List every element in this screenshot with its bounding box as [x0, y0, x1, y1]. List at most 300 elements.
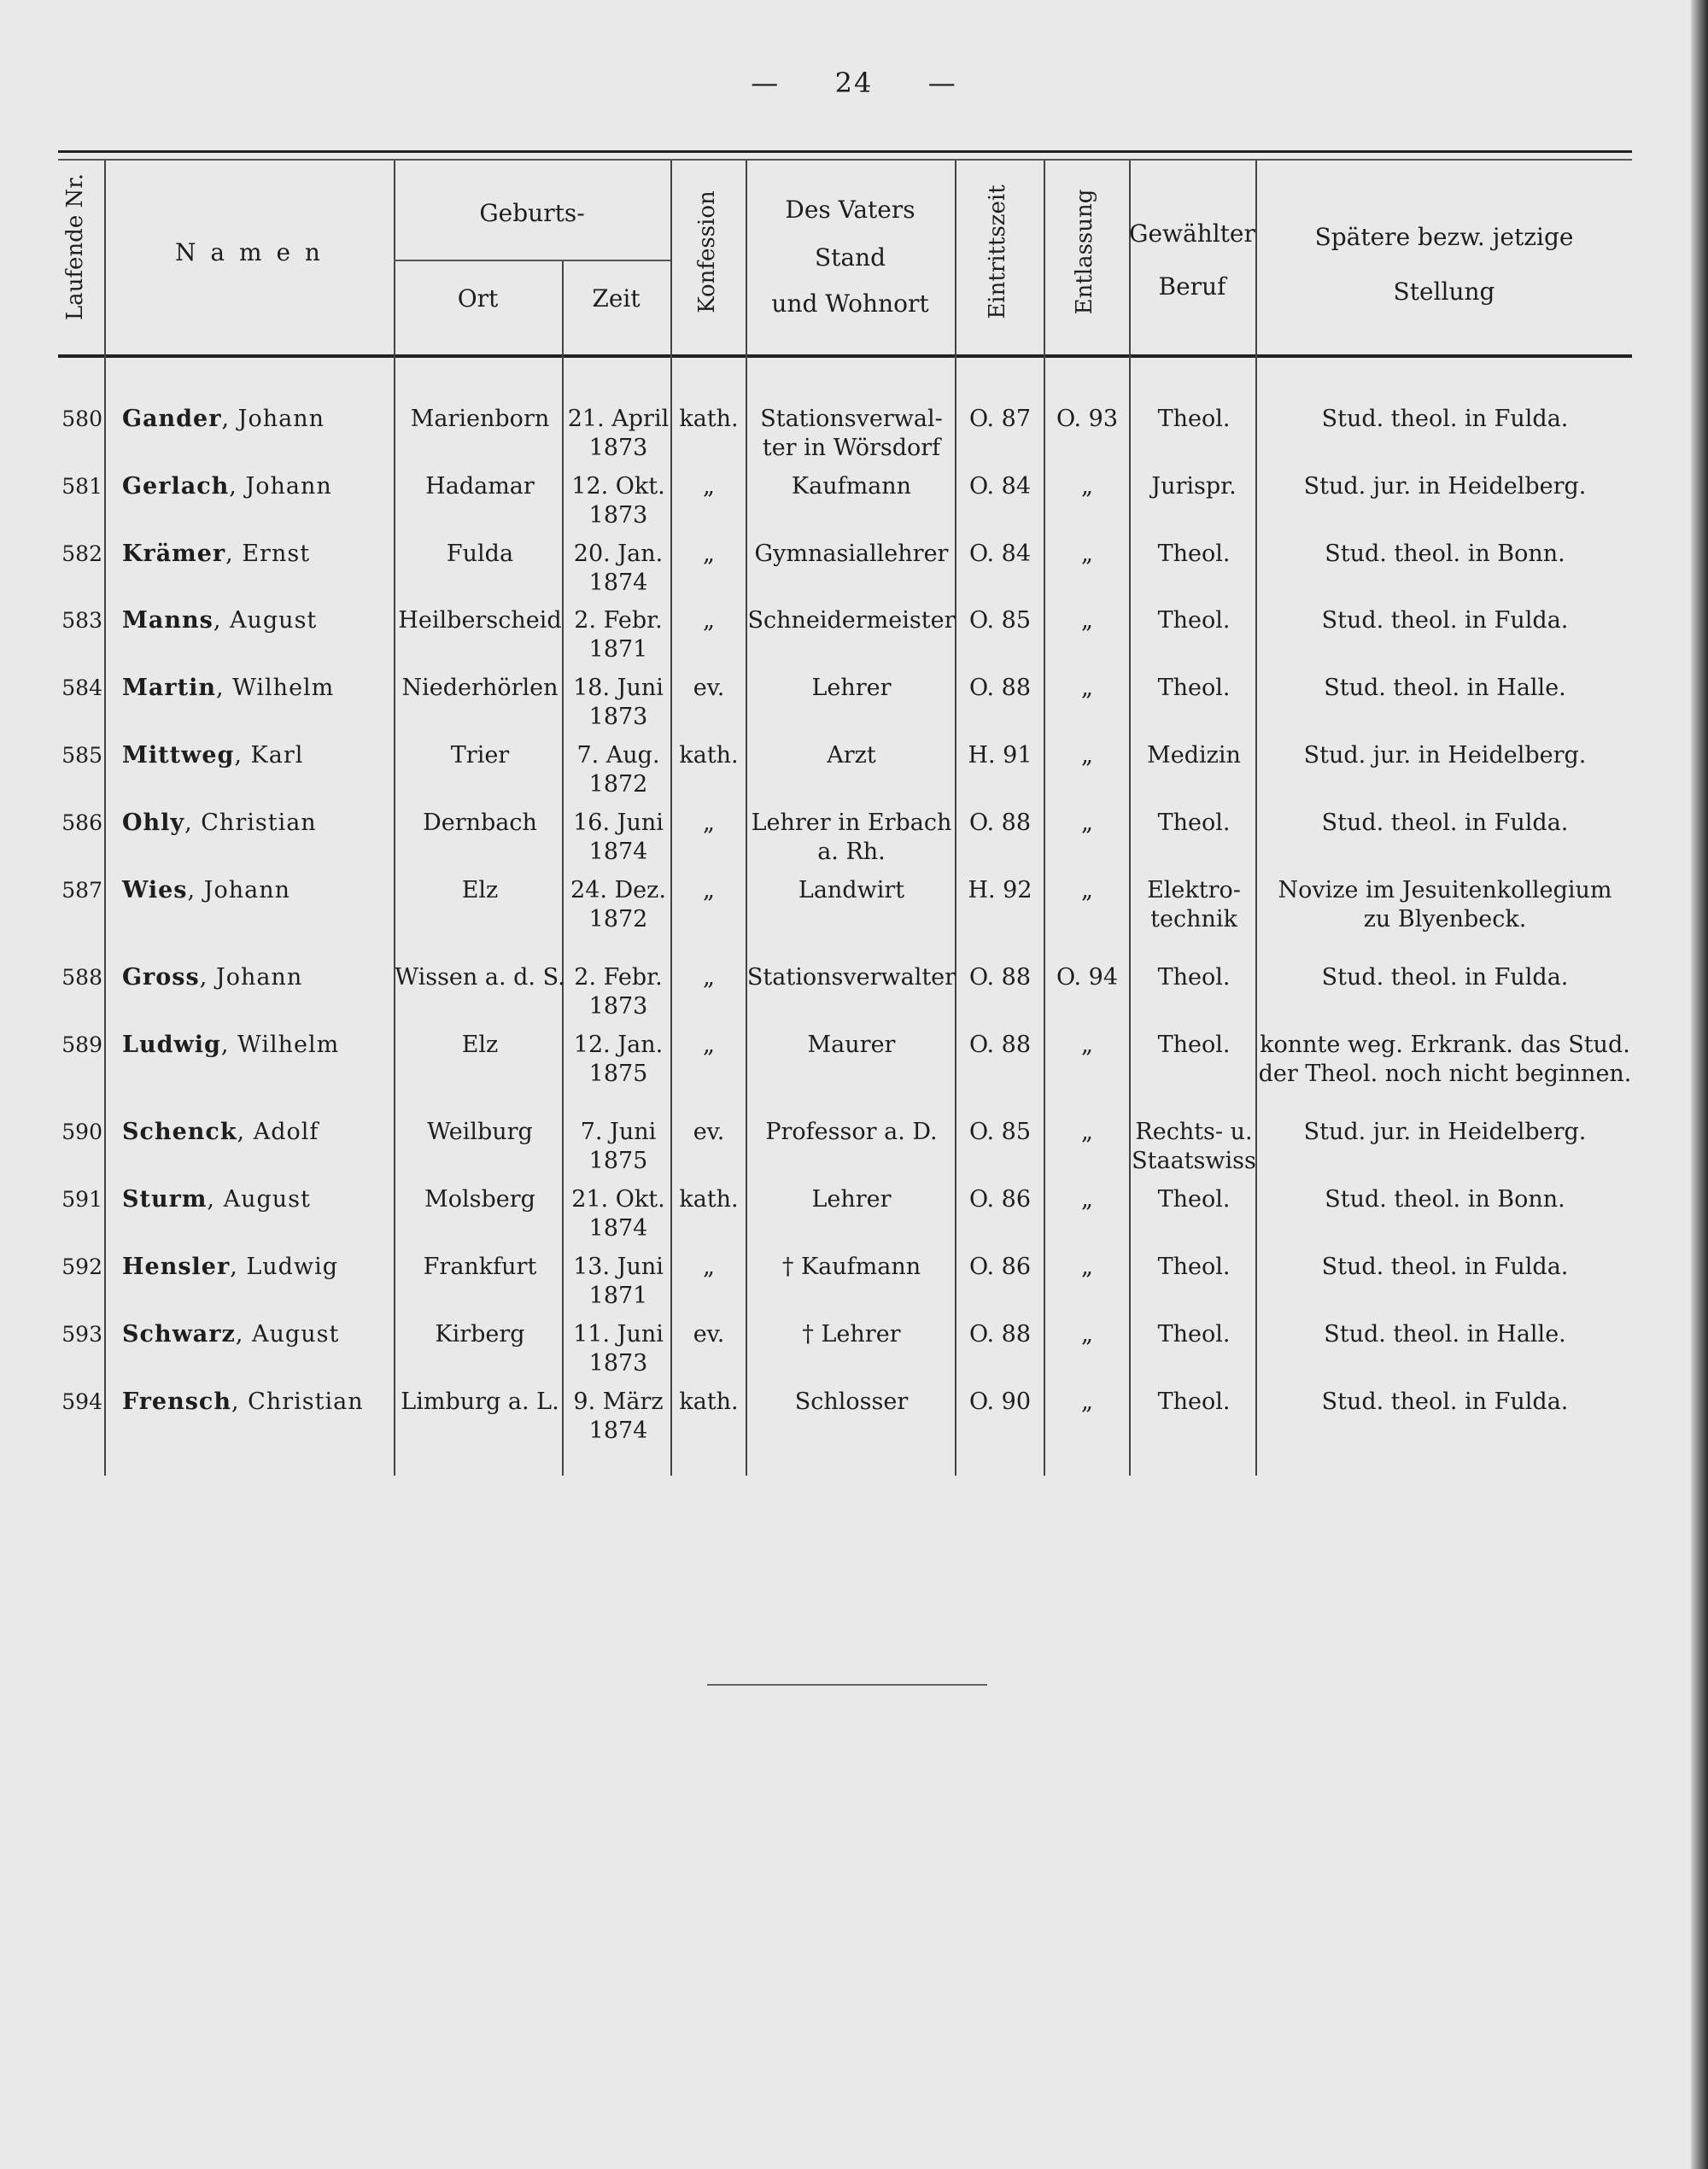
- cell-name: [122, 963, 395, 992]
- surname: Gerlach: [122, 473, 230, 500]
- cell-name: [122, 1185, 395, 1214]
- cell-ort: Weilburg: [427, 1119, 533, 1145]
- zeit-line2: 1873: [588, 502, 648, 529]
- table-row: [0, 1253, 1708, 1319]
- cell-zeit: [565, 1253, 671, 1311]
- cell-zeit: [565, 1118, 671, 1176]
- cell-zeit: [565, 540, 671, 598]
- cell-name: [122, 1118, 395, 1147]
- table-row: [0, 540, 1708, 606]
- header-beruf-line2: Beruf: [1158, 272, 1226, 301]
- cell-zeit: [565, 674, 671, 732]
- header-bottom-rule: [58, 354, 1632, 358]
- cell-ort: Niederhörlen: [401, 675, 559, 701]
- cell-name: [122, 1253, 395, 1282]
- cell-eintritt: O. 88: [968, 810, 1032, 836]
- stellung-line2: zu Blyenbeck.: [1363, 906, 1527, 932]
- cell-stellung: [1257, 1253, 1633, 1282]
- firstname: , August: [235, 1321, 340, 1348]
- cell-nr: 592: [61, 1254, 102, 1279]
- zeit-line1: 9. März: [573, 1389, 664, 1415]
- cell-name: [122, 405, 395, 434]
- beruf-line1: Theol.: [1157, 1254, 1231, 1280]
- cell-ort: Frankfurt: [423, 1254, 537, 1280]
- zeit-line1: 7. Juni: [580, 1119, 657, 1145]
- cell-vater: [746, 1388, 956, 1417]
- vater-line1: Arzt: [827, 742, 876, 769]
- surname: Hensler: [122, 1254, 231, 1280]
- cell-nr: 580: [61, 406, 102, 431]
- cell-ort: Marienborn: [410, 406, 550, 432]
- cell-vater: [746, 1320, 956, 1349]
- cell-stellung: [1257, 540, 1633, 569]
- beruf-line2: technik: [1150, 906, 1237, 932]
- beruf-line1: Theol.: [1157, 675, 1231, 701]
- cell-beruf: [1131, 674, 1257, 703]
- beruf-line1: Theol.: [1157, 607, 1231, 634]
- cell-eintritt: O. 85: [968, 1119, 1032, 1145]
- beruf-line1: Theol.: [1157, 810, 1231, 836]
- zeit-line1: 21. Okt.: [571, 1186, 665, 1213]
- cell-nr: 591: [61, 1187, 102, 1212]
- cell-konf: „: [703, 473, 715, 500]
- beruf-line2: Staatswiss: [1132, 1148, 1256, 1174]
- surname: Martin: [122, 675, 216, 701]
- vater-line1: Lehrer: [811, 1186, 892, 1213]
- end-rule: [707, 1684, 987, 1686]
- stellung-line1: Stud. theol. in Fulda.: [1321, 607, 1569, 634]
- cell-konf: „: [703, 541, 715, 567]
- cell-konf: ev.: [693, 1119, 725, 1145]
- cell-entl: „: [1081, 1119, 1093, 1145]
- stellung-line1: Stud. theol. in Fulda.: [1321, 406, 1569, 432]
- vater-line1: Kaufmann: [791, 473, 912, 500]
- cell-beruf: [1131, 809, 1257, 838]
- cell-nr: 589: [61, 1032, 102, 1057]
- table-row: [0, 1118, 1708, 1184]
- cell-nr: 581: [61, 474, 102, 499]
- cell-name: [122, 1388, 395, 1417]
- header-vater-line2: Stand: [814, 243, 886, 272]
- surname: Sturm: [122, 1186, 208, 1213]
- zeit-line1: 2. Febr.: [574, 964, 663, 991]
- cell-vater: [746, 472, 956, 501]
- surname: Ludwig: [122, 1032, 221, 1058]
- cell-entl: „: [1081, 473, 1093, 500]
- cell-entl: „: [1081, 1186, 1093, 1213]
- cell-name: [122, 876, 395, 905]
- cell-stellung: [1257, 809, 1633, 838]
- header-vater-line1: Des Vaters: [785, 196, 915, 224]
- cell-ort: Hadamar: [425, 473, 535, 500]
- cell-beruf: [1131, 405, 1257, 434]
- beruf-line1: Theol.: [1157, 1321, 1231, 1348]
- cell-nr: 584: [61, 675, 102, 700]
- beruf-line1: Jurispr.: [1151, 473, 1237, 500]
- table-row: [0, 876, 1708, 943]
- beruf-line1: Rechts- u.: [1135, 1119, 1253, 1145]
- zeit-line2: 1873: [588, 993, 648, 1020]
- zeit-line2: 1874: [588, 1418, 648, 1444]
- vater-line1: † Lehrer: [802, 1321, 901, 1348]
- surname: Schenck: [122, 1119, 237, 1145]
- firstname: , Christian: [184, 810, 317, 836]
- firstname: , Christian: [231, 1389, 364, 1415]
- zeit-line1: 7. Aug.: [576, 742, 660, 769]
- cell-entl: O. 93: [1056, 406, 1119, 432]
- zeit-line2: 1873: [588, 1350, 648, 1377]
- cell-name: [122, 674, 395, 703]
- beruf-line1: Medizin: [1147, 742, 1241, 769]
- page-number-dash-right: —: [927, 67, 957, 99]
- cell-stellung: [1257, 405, 1633, 434]
- table-row: [0, 606, 1708, 673]
- firstname: , August: [207, 1186, 311, 1213]
- zeit-line1: 20. Jan.: [573, 541, 664, 567]
- cell-konf: „: [703, 810, 715, 836]
- beruf-line1: Theol.: [1157, 1186, 1231, 1213]
- cell-zeit: [565, 741, 671, 799]
- cell-konf: kath.: [679, 1389, 739, 1415]
- stellung-line1: Stud. theol. in Halle.: [1324, 1321, 1566, 1348]
- zeit-line1: 13. Juni: [573, 1254, 664, 1280]
- cell-beruf: [1131, 1185, 1257, 1214]
- header-beruf-line1: Gewählter: [1129, 219, 1255, 248]
- zeit-line1: 11. Juni: [573, 1321, 664, 1348]
- beruf-line1: Elektro-: [1147, 877, 1241, 903]
- stellung-line1: Stud. theol. in Fulda.: [1321, 1389, 1569, 1415]
- cell-vater: [746, 876, 956, 905]
- cell-eintritt: O. 86: [968, 1254, 1032, 1280]
- cell-ort: Fulda: [446, 541, 514, 567]
- cell-nr: 588: [61, 965, 102, 990]
- surname: Krämer: [122, 541, 226, 567]
- cell-vater: [746, 963, 956, 992]
- firstname: , Karl: [234, 742, 304, 769]
- zeit-line2: 1872: [588, 906, 648, 932]
- cell-beruf: [1131, 606, 1257, 635]
- cell-beruf: [1131, 1031, 1257, 1060]
- cell-eintritt: H. 92: [968, 877, 1032, 903]
- page-number-dash-left: —: [751, 67, 781, 99]
- stellung-line1: Stud. theol. in Fulda.: [1321, 1254, 1569, 1280]
- cell-konf: ev.: [693, 675, 725, 701]
- surname: Wies: [122, 877, 188, 903]
- table-row: [0, 472, 1708, 539]
- cell-nr: 590: [61, 1120, 102, 1144]
- zeit-line2: 1875: [588, 1148, 648, 1174]
- surname: Frensch: [122, 1389, 231, 1415]
- cell-konf: kath.: [679, 406, 739, 432]
- zeit-line2: 1874: [588, 839, 648, 865]
- cell-stellung: [1257, 876, 1633, 934]
- cell-konf: „: [703, 964, 715, 991]
- vater-line1: Stationsverwal-: [760, 406, 943, 432]
- firstname: , Ernst: [225, 541, 311, 567]
- firstname: , Adolf: [237, 1119, 319, 1145]
- cell-beruf: [1131, 876, 1257, 934]
- vater-line1: Maurer: [807, 1032, 896, 1058]
- stellung-line1: Stud. theol. in Bonn.: [1325, 1186, 1565, 1213]
- table-top-rule-thin: [58, 159, 1632, 161]
- cell-name: [122, 472, 395, 501]
- cell-konf: kath.: [679, 742, 739, 769]
- cell-stellung: [1257, 1031, 1633, 1089]
- cell-eintritt: H. 91: [968, 742, 1032, 769]
- header-laufende-nr: Laufende Nr.: [62, 172, 88, 321]
- cell-entl: „: [1081, 607, 1093, 634]
- cell-vater: [746, 809, 956, 867]
- cell-stellung: [1257, 472, 1633, 501]
- table-row: [0, 674, 1708, 740]
- firstname: , Johann: [199, 964, 303, 991]
- cell-entl: „: [1081, 1321, 1093, 1348]
- zeit-line1: 24. Dez.: [570, 877, 666, 903]
- header-namen: N a m e n: [175, 238, 324, 266]
- cell-vater: [746, 741, 956, 770]
- cell-eintritt: O. 85: [968, 607, 1032, 634]
- vater-line1: Gymnasiallehrer: [754, 541, 949, 567]
- vater-line1: Schlosser: [794, 1389, 909, 1415]
- header-ort: Ort: [457, 284, 499, 313]
- table-row: [0, 1185, 1708, 1252]
- cell-entl: „: [1081, 1032, 1093, 1058]
- cell-konf: ev.: [693, 1321, 725, 1348]
- vater-line1: Lehrer in Erbach: [751, 810, 952, 836]
- stellung-line1: Stud. theol. in Fulda.: [1321, 810, 1569, 836]
- cell-ort: Dernbach: [423, 810, 537, 836]
- cell-beruf: [1131, 1388, 1257, 1417]
- cell-ort: Elz: [461, 877, 499, 903]
- cell-konf: kath.: [679, 1186, 739, 1213]
- cell-vater: [746, 405, 956, 463]
- vater-line1: † Kaufmann: [781, 1254, 921, 1280]
- vater-line1: Stationsverwalter: [746, 964, 956, 991]
- cell-beruf: [1131, 1320, 1257, 1349]
- cell-entl: „: [1081, 541, 1093, 567]
- firstname: , Johann: [221, 406, 325, 432]
- firstname: , Johann: [229, 473, 332, 500]
- stellung-line1: Stud. jur. in Heidelberg.: [1303, 742, 1587, 769]
- header-konfession: Konfession: [694, 190, 720, 313]
- cell-ort: Kirberg: [435, 1321, 525, 1348]
- cell-name: [122, 606, 395, 635]
- cell-nr: 594: [61, 1389, 102, 1414]
- cell-name: [122, 809, 395, 838]
- cell-stellung: [1257, 1388, 1633, 1417]
- cell-stellung: [1257, 674, 1633, 703]
- cell-eintritt: O. 88: [968, 964, 1032, 991]
- page-number-value: 24: [834, 67, 874, 99]
- cell-nr: 583: [61, 608, 102, 633]
- cell-zeit: [565, 1388, 671, 1446]
- zeit-line2: 1871: [588, 636, 648, 663]
- zeit-line1: 12. Jan.: [573, 1032, 664, 1058]
- cell-eintritt: O. 84: [968, 541, 1032, 567]
- vater-line1: Lehrer: [811, 675, 892, 701]
- stellung-line1: Stud. jur. in Heidelberg.: [1303, 1119, 1587, 1145]
- beruf-line1: Theol.: [1157, 1032, 1231, 1058]
- zeit-line1: 2. Febr.: [574, 607, 663, 634]
- surname: Manns: [122, 607, 214, 634]
- cell-stellung: [1257, 963, 1633, 992]
- header-entlassung: Entlassung: [1072, 189, 1097, 315]
- table-top-rule: [58, 150, 1632, 153]
- firstname: , August: [213, 607, 318, 634]
- table-row: [0, 741, 1708, 808]
- cell-beruf: [1131, 1118, 1257, 1176]
- cell-entl: „: [1081, 1254, 1093, 1280]
- geburts-subheader-rule: [394, 260, 670, 261]
- surname: Schwarz: [122, 1321, 236, 1348]
- cell-ort: Limburg a. L.: [401, 1389, 559, 1415]
- cell-vater: [746, 1031, 956, 1060]
- zeit-line2: 1874: [588, 1215, 648, 1242]
- firstname: , Johann: [187, 877, 290, 903]
- header-zeit: Zeit: [592, 284, 640, 313]
- zeit-line2: 1873: [588, 704, 648, 730]
- cell-beruf: [1131, 472, 1257, 501]
- zeit-line1: 18. Juni: [573, 675, 664, 701]
- zeit-line2: 1875: [588, 1061, 648, 1087]
- header-geburts: Geburts-: [479, 199, 585, 227]
- cell-entl: „: [1081, 675, 1093, 701]
- header-eintrittszeit: Eintrittszeit: [985, 184, 1010, 319]
- stellung-line1: Stud. theol. in Fulda.: [1321, 964, 1569, 991]
- surname: Mittweg: [122, 742, 235, 769]
- cell-beruf: [1131, 1253, 1257, 1282]
- cell-zeit: [565, 876, 671, 934]
- cell-nr: 586: [61, 810, 102, 835]
- cell-nr: 582: [61, 541, 102, 566]
- zeit-line2: 1874: [588, 570, 648, 596]
- cell-zeit: [565, 472, 671, 530]
- stellung-line1: konnte weg. Erkrank. das Stud.: [1260, 1032, 1630, 1058]
- vater-line2: ter in Wörsdorf: [762, 435, 941, 461]
- header-stellung-line1: Spätere bezw. jetzige: [1314, 223, 1574, 251]
- cell-konf: „: [703, 607, 715, 634]
- beruf-line1: Theol.: [1157, 1389, 1231, 1415]
- cell-vater: [746, 1253, 956, 1282]
- cell-nr: 593: [61, 1322, 102, 1347]
- stellung-line1: Novize im Jesuitenkollegium: [1278, 877, 1612, 903]
- cell-vater: [746, 606, 956, 635]
- zeit-line1: 21. April: [567, 406, 670, 432]
- cell-konf: „: [703, 1254, 715, 1280]
- cell-vater: [746, 674, 956, 703]
- cell-name: [122, 741, 395, 770]
- cell-zeit: [565, 1031, 671, 1089]
- stellung-line2: der Theol. noch nicht beginnen.: [1258, 1061, 1632, 1087]
- table-row: [0, 1388, 1708, 1454]
- stellung-line1: Stud. theol. in Halle.: [1324, 675, 1566, 701]
- cell-name: [122, 540, 395, 569]
- cell-ort: Heilberscheid: [398, 607, 562, 634]
- cell-name: [122, 1031, 395, 1060]
- cell-stellung: [1257, 606, 1633, 635]
- firstname: , Wilhelm: [220, 1032, 340, 1058]
- header-vater-line3: und Wohnort: [771, 289, 929, 318]
- cell-ort: Trier: [450, 742, 510, 769]
- stellung-line1: Stud. jur. in Heidelberg.: [1303, 473, 1587, 500]
- vater-line1: Schneidermeister: [747, 607, 956, 634]
- beruf-line1: Theol.: [1157, 541, 1231, 567]
- cell-vater: [746, 1185, 956, 1214]
- cell-entl: „: [1081, 810, 1093, 836]
- surname: Gross: [122, 964, 200, 991]
- cell-beruf: [1131, 963, 1257, 992]
- cell-konf: „: [703, 1032, 715, 1058]
- vater-line1: Professor a. D.: [765, 1119, 938, 1145]
- cell-entl: „: [1081, 742, 1093, 769]
- cell-vater: [746, 1118, 956, 1147]
- cell-zeit: [565, 1185, 671, 1243]
- firstname: , Wilhelm: [215, 675, 335, 701]
- surname: Ohly: [122, 810, 185, 836]
- table-row: [0, 809, 1708, 875]
- vater-line2: a. Rh.: [817, 839, 886, 865]
- surname: Gander: [122, 406, 222, 432]
- cell-eintritt: O. 88: [968, 1321, 1032, 1348]
- cell-zeit: [565, 809, 671, 867]
- zeit-line2: 1871: [588, 1283, 648, 1309]
- table-row: [0, 1320, 1708, 1387]
- cell-zeit: [565, 963, 671, 1021]
- cell-eintritt: O. 88: [968, 675, 1032, 701]
- cell-nr: 585: [61, 743, 102, 768]
- cell-entl: „: [1081, 1389, 1093, 1415]
- cell-ort: Elz: [461, 1032, 499, 1058]
- cell-zeit: [565, 1320, 671, 1378]
- stellung-line1: Stud. theol. in Bonn.: [1325, 541, 1565, 567]
- vater-line1: Landwirt: [798, 877, 905, 903]
- cell-beruf: [1131, 540, 1257, 569]
- cell-konf: „: [703, 877, 715, 903]
- cell-vater: [746, 540, 956, 569]
- cell-zeit: [565, 606, 671, 664]
- cell-stellung: [1257, 1185, 1633, 1214]
- cell-entl: O. 94: [1056, 964, 1119, 991]
- zeit-line1: 12. Okt.: [571, 473, 665, 500]
- cell-nr: 587: [61, 878, 102, 903]
- cell-name: [122, 1320, 395, 1349]
- cell-stellung: [1257, 1320, 1633, 1349]
- cell-eintritt: O. 87: [968, 406, 1032, 432]
- cell-ort: Wissen a. d. S.: [395, 964, 565, 991]
- beruf-line1: Theol.: [1157, 964, 1231, 991]
- beruf-line1: Theol.: [1157, 406, 1231, 432]
- cell-eintritt: O. 86: [968, 1186, 1032, 1213]
- cell-zeit: [565, 405, 671, 463]
- table-row: [0, 405, 1708, 471]
- cell-beruf: [1131, 741, 1257, 770]
- zeit-line2: 1872: [588, 771, 648, 798]
- cell-eintritt: O. 90: [968, 1389, 1032, 1415]
- table-row: [0, 963, 1708, 1030]
- table-row: [0, 1031, 1708, 1097]
- cell-stellung: [1257, 1118, 1633, 1147]
- zeit-line2: 1873: [588, 435, 648, 461]
- cell-stellung: [1257, 741, 1633, 770]
- cell-entl: „: [1081, 877, 1093, 903]
- header-stellung-line2: Stellung: [1393, 278, 1495, 306]
- cell-eintritt: O. 84: [968, 473, 1032, 500]
- zeit-line1: 16. Juni: [573, 810, 664, 836]
- cell-ort: Molsberg: [424, 1186, 535, 1213]
- firstname: , Ludwig: [230, 1254, 338, 1280]
- page-number: [0, 67, 1708, 99]
- cell-eintritt: O. 88: [968, 1032, 1032, 1058]
